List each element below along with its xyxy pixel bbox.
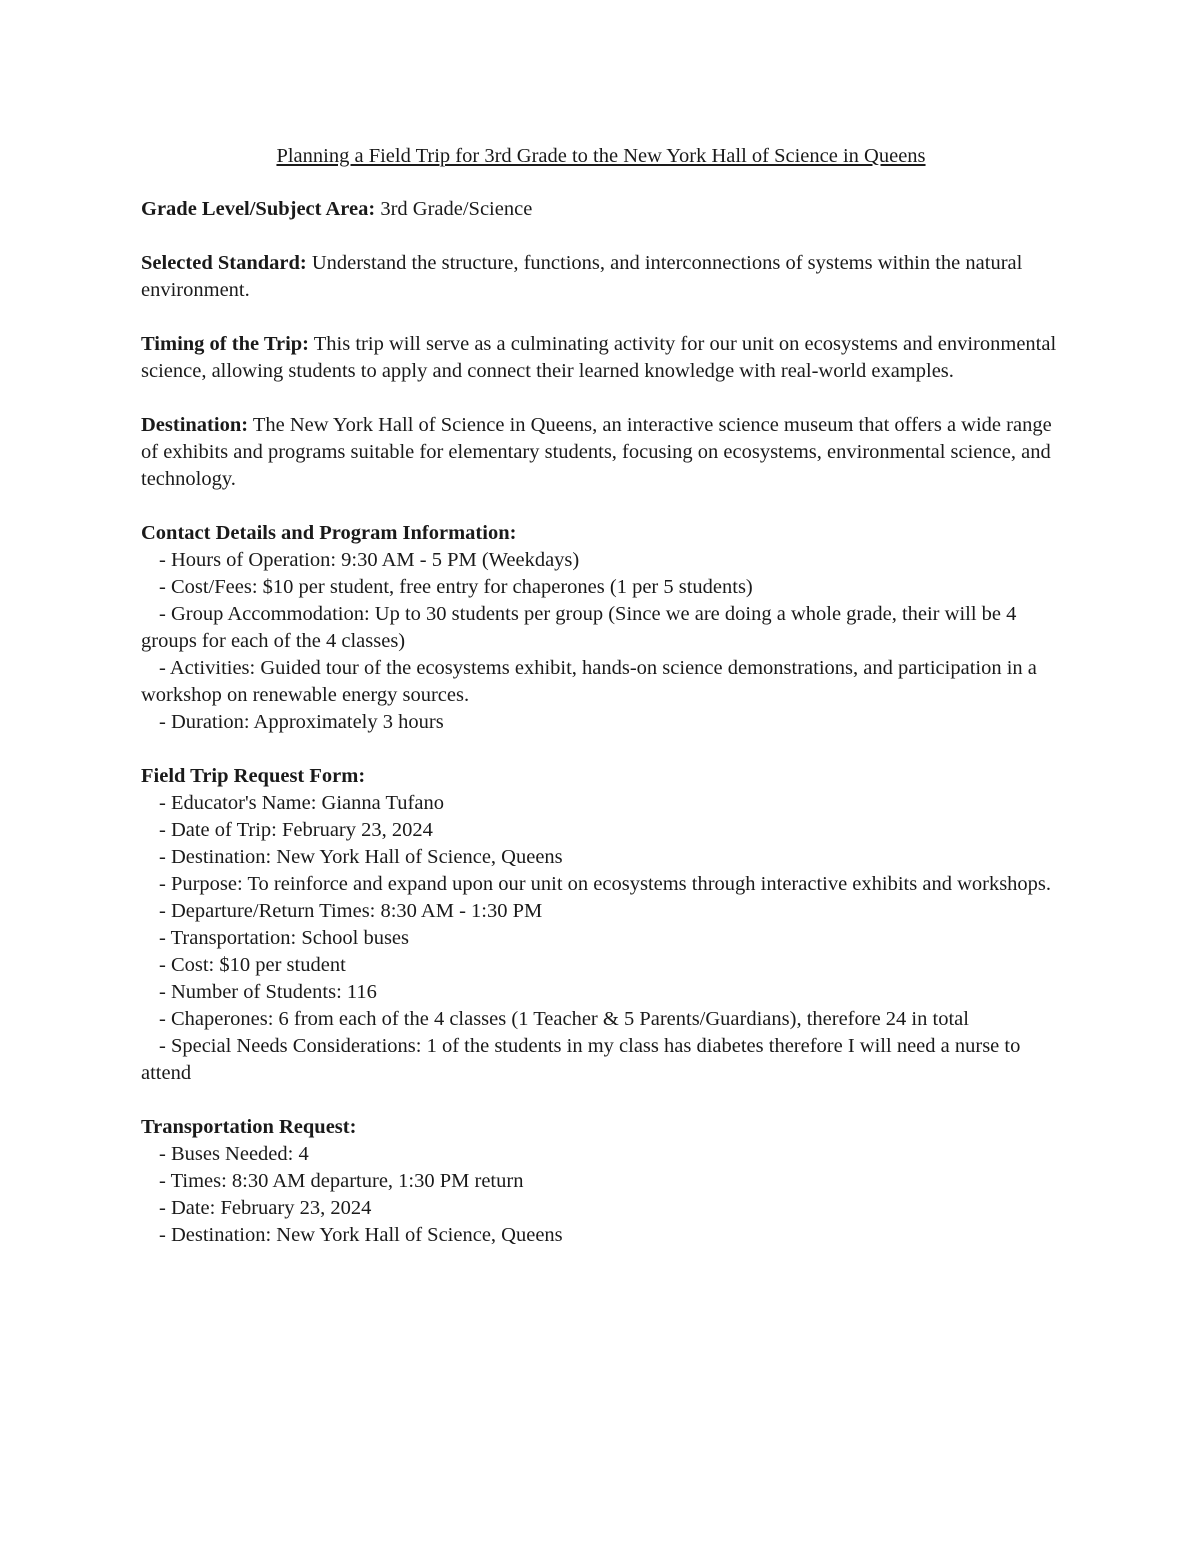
destination-value: The New York Hall of Science in Queens, an interactive science museum that offers a wide range of exhibits and programs suitable for elementary students, focusing on ecosystems, environmental science, and technology.	[141, 414, 1052, 490]
document-title: Planning a Field Trip for 3rd Grade to the New York Hall of Science in Queens	[276, 145, 926, 167]
contact-item-hours: - Hours of Operation: 9:30 AM - 5 PM (Weekdays)	[141, 547, 1061, 574]
grade-level-paragraph	[141, 196, 1061, 223]
request-item-cost: - Cost: $10 per student	[141, 952, 1061, 979]
request-form-heading: Field Trip Request Form:	[141, 765, 366, 787]
request-item-date: - Date of Trip: February 23, 2024	[141, 817, 1061, 844]
request-item-educator: - Educator's Name: Gianna Tufano	[141, 790, 1061, 817]
transport-item-times: - Times: 8:30 AM departure, 1:30 PM return	[141, 1168, 1061, 1195]
grade-level-value: 3rd Grade/Science	[380, 198, 533, 220]
request-item-times: - Departure/Return Times: 8:30 AM - 1:30 PM	[141, 898, 1061, 925]
transport-item-date: - Date: February 23, 2024	[141, 1195, 1061, 1222]
transport-item-buses: - Buses Needed: 4	[141, 1141, 1061, 1168]
destination-paragraph	[141, 412, 1061, 493]
timing-paragraph	[141, 331, 1061, 385]
request-item-transportation: - Transportation: School buses	[141, 925, 1061, 952]
contact-item-activities: - Activities: Guided tour of the ecosystems exhibit, hands-on science demonstrations, and participation in a workshop on renewable energy sources.	[141, 655, 1061, 709]
timing-value: This trip will serve as a culminating activity for our unit on ecosystems and environmental science, allowing students to apply and connect their learned knowledge with real-world examples.	[141, 333, 1057, 382]
contact-item-group: - Group Accommodation: Up to 30 students per group (Since we are doing a whole grade, their will be 4 groups for each of the 4 classes)	[141, 601, 1061, 655]
standard-value: Understand the structure, functions, and interconnections of systems within the natural environment.	[141, 252, 1023, 301]
standard-paragraph	[141, 250, 1061, 304]
transport-item-destination: - Destination: New York Hall of Science, Queens	[141, 1222, 1061, 1249]
request-item-special-needs: - Special Needs Considerations: 1 of the students in my class has diabetes therefore I will need a nurse to attend	[141, 1033, 1061, 1087]
request-item-destination: - Destination: New York Hall of Science, Queens	[141, 844, 1061, 871]
destination-label: Destination:	[141, 414, 249, 436]
contact-item-duration: - Duration: Approximately 3 hours	[141, 709, 1061, 736]
contact-heading: Contact Details and Program Information:	[141, 522, 517, 544]
standard-label: Selected Standard:	[141, 252, 307, 274]
contact-section	[141, 520, 1061, 736]
transportation-section	[141, 1114, 1061, 1249]
request-item-purpose: - Purpose: To reinforce and expand upon our unit on ecosystems through interactive exhibits and workshops.	[141, 871, 1061, 898]
grade-level-label: Grade Level/Subject Area:	[141, 198, 376, 220]
request-item-chaperones: - Chaperones: 6 from each of the 4 classes (1 Teacher & 5 Parents/Guardians), therefore 24 in total	[141, 1006, 1061, 1033]
document-page	[141, 143, 1061, 1276]
request-item-students: - Number of Students: 116	[141, 979, 1061, 1006]
request-form-section	[141, 763, 1061, 1087]
transportation-heading: Transportation Request:	[141, 1116, 357, 1138]
timing-label: Timing of the Trip:	[141, 333, 310, 355]
contact-item-cost: - Cost/Fees: $10 per student, free entry for chaperones (1 per 5 students)	[141, 574, 1061, 601]
